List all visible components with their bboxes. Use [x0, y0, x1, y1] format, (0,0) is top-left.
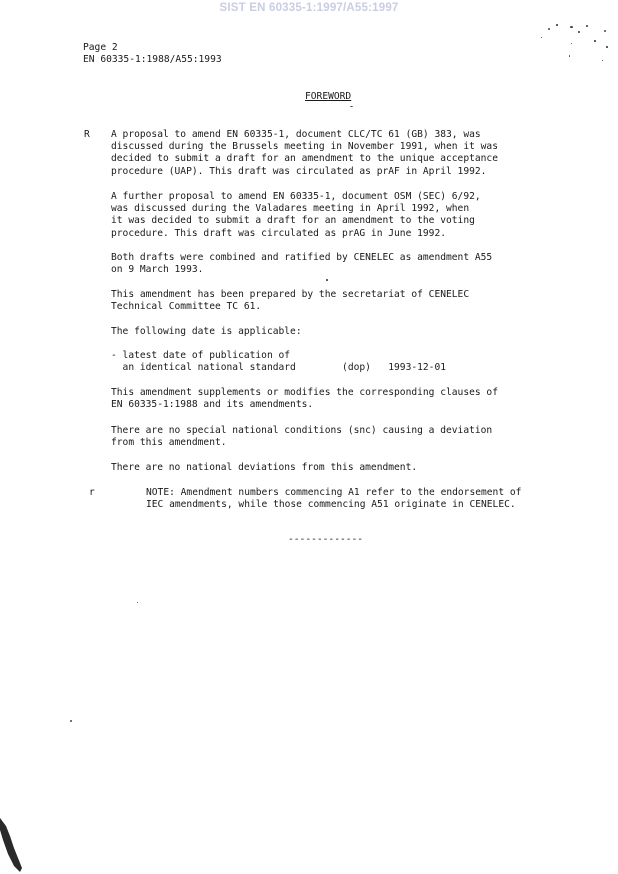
- watermark: SIST EN 60335-1:1997/A55:1997: [219, 2, 399, 14]
- paragraph-proposal-uap: A proposal to amend EN 60335-1, document CLC/TC 61 (GB) 383, was discussed during the Brussels meeting in November 1991, when it was decided to submit a draft for an amendment to the unique acceptance procedure (UAP). This draft was circulated as prAF in April 1992.: [111, 129, 498, 177]
- document-id: EN 60335-1:1988/A55:1993: [83, 54, 222, 66]
- margin-mark-note: r: [89, 487, 95, 498]
- note-paragraph: NOTE: Amendment numbers commencing A1 refer to the endorsement of IEC amendments, while those commencing A51 originate in CENELEC.: [146, 487, 522, 511]
- paragraph-proposal-voting: A further proposal to amend EN 60335-1, document OSM (SEC) 6/92, was discussed during the Valadares meeting in April 1992, when it was decided to submit a draft for an amendment to the voting procedure. This draft was circulated as prAG in June 1992.: [111, 191, 481, 239]
- paragraph-dates-intro: The following date is applicable:: [111, 326, 302, 337]
- end-rule: -------------: [288, 534, 364, 545]
- paragraph-national-deviations: There are no national deviations from this amendment.: [111, 462, 418, 473]
- paragraph-snc: There are no special national conditions (snc) causing a deviation from this amendment.: [111, 425, 493, 449]
- paragraph-secretariat: This amendment has been prepared by the secretariat of CENELEC Technical Committee TC 61.: [111, 289, 470, 313]
- paragraph-supplements: This amendment supplements or modifies the corresponding clauses of EN 60335-1:1988 and its amendments.: [111, 387, 498, 411]
- page-header: [83, 42, 222, 66]
- paragraph-ratification: Both drafts were combined and ratified by CENELEC as amendment A55 on 9 March 1993.: [111, 252, 493, 276]
- paragraph-dop-date: - latest date of publication of an identical national standard (dop) 1993-12-01: [111, 350, 447, 374]
- margin-mark-revision: R: [84, 129, 90, 140]
- corner-scan-artifact: [0, 818, 24, 874]
- page-number: Page 2: [83, 42, 118, 53]
- page-title: FOREWORD: [305, 91, 352, 102]
